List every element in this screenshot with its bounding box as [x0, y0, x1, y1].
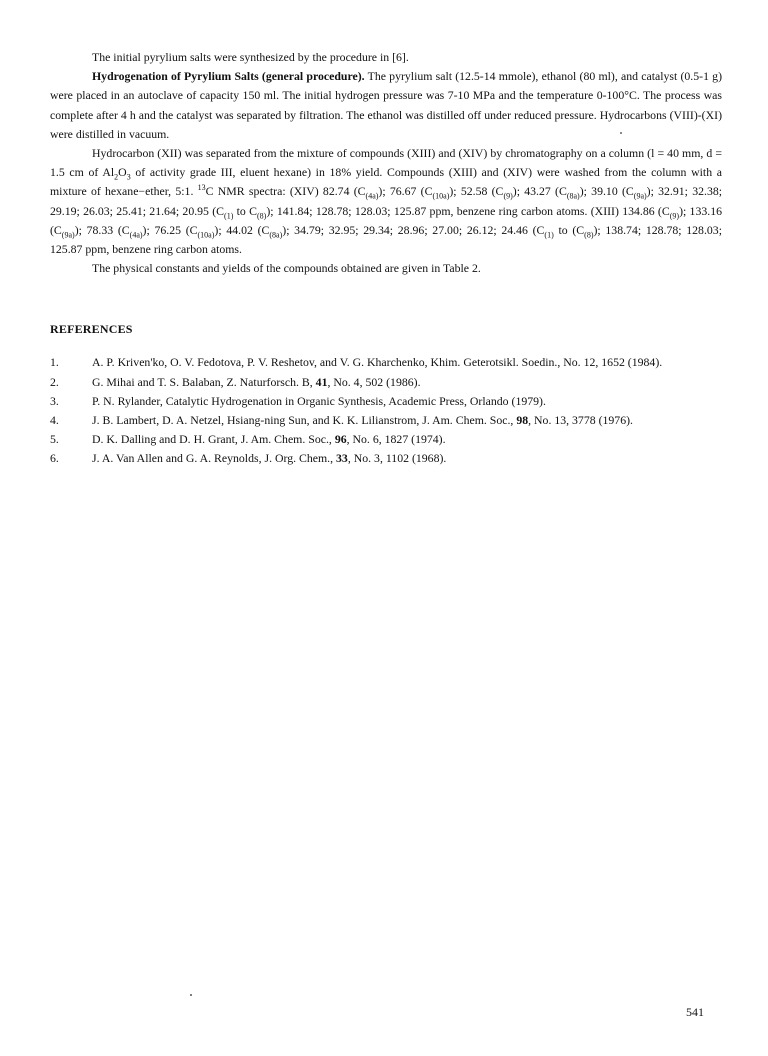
nmr-text-9: ); 32.91; 32.38; 29.19; 26.03; 25.41; 21.64; 20.95 (C — [50, 184, 723, 218]
subscript: (8) — [584, 230, 594, 240]
reference-text-post: , No. 13, 3778 (1976). — [528, 413, 633, 428]
subscript: (8) — [257, 210, 267, 220]
reference-number: 3. — [50, 393, 59, 408]
nmr-text-7: ); 43.27 (C — [512, 184, 567, 199]
references-list — [50, 353, 722, 468]
reference-text — [92, 430, 722, 449]
nmr-text-1: Hydrocarbon (XII) was separated from the mixture of compounds (XIII) and (XIV) by chromatography on a column (l = 40 mm, d = 1.5 cm of Al — [50, 146, 722, 180]
nmr-text-14: ); 76.25 (C — [142, 222, 198, 237]
reference-number: 1. — [50, 355, 59, 370]
paragraph-initial-salts: The initial pyrylium salts were synthesized by the procedure in [6]. — [92, 50, 409, 64]
reference-item — [50, 411, 722, 430]
reference-number: 2. — [50, 374, 59, 389]
nmr-text-12: ); 133.16 (C — [50, 203, 722, 237]
subscript: 3 — [126, 172, 131, 182]
reference-volume: 41 — [315, 374, 328, 389]
scan-speck — [190, 994, 192, 996]
nmr-text-10: to C — [233, 203, 257, 218]
subscript: (8a) — [566, 191, 580, 201]
subscript: (4a) — [129, 230, 143, 240]
nmr-text-15: ); 44.02 (C — [214, 222, 270, 237]
reference-text-post: , No. 3, 1102 (1968). — [347, 451, 447, 466]
reference-text — [92, 373, 722, 392]
paragraph-physical-constants: The physical constants and yields of the compounds obtained are given in Table 2. — [92, 261, 481, 276]
reference-text: P. N. Rylander, Catalytic Hydrogenation in Organic Synthesis, Academic Press, Orlando (1979). — [92, 393, 546, 408]
subscript: (9) — [503, 191, 513, 201]
reference-number: 4. — [50, 413, 59, 428]
subscript: (8a) — [269, 230, 283, 240]
subscript: (1) — [224, 210, 234, 220]
reference-text: A. P. Kriven'ko, O. V. Fedotova, P. V. Reshetov, and V. G. Kharchenko, Khim. Geterotsikl. Soedin., No. 12, 1652 (1984). — [92, 355, 663, 370]
subscript: (9a) — [633, 191, 647, 201]
superscript: 13 — [197, 183, 206, 193]
reference-text-post: , No. 4, 502 (1986). — [327, 374, 421, 389]
reference-text-pre: J. A. Van Allen and G. A. Reynolds, J. Org. Chem., — [92, 451, 337, 466]
reference-text-post: , No. 6, 1827 (1974). — [346, 432, 446, 447]
page-number: 541 — [686, 1005, 704, 1019]
subscript: (9a) — [61, 230, 75, 240]
scan-speck — [620, 132, 622, 134]
reference-volume: 96 — [334, 432, 347, 447]
subscript: (9) — [669, 210, 680, 220]
reference-number: 5. — [50, 432, 59, 447]
nmr-text-3: of activity grade III, eluent hexane) in 18% yield. Compounds (XIII) and (XIV) were washed from the column with a mixture of hexane−ether, 5:1. — [50, 165, 722, 199]
reference-text-pre: J. B. Lambert, D. A. Netzel, Hsiang-ning Sun, and K. K. Lilianstrom, J. Am. Chem. Soc., — [92, 413, 517, 428]
procedure-body: The pyrylium salt (12.5-14 mmole), ethanol (80 ml), and catalyst (0.5-1 g) were placed in an autoclave of capacity 150 ml. The initial hydrogen pressure was 7-10 MPa and the temperature 0-100°C. The process was complete after 4 h and the catalyst was separated by filtration. The ethanol was distilled off under reduced pressure. Hydrocarbons (VIII)-(XI) were distilled in vacuum. — [50, 69, 723, 141]
document-body — [50, 48, 722, 469]
reference-item — [50, 392, 722, 411]
nmr-text-13: ); 78.33 (C — [74, 222, 130, 237]
paragraph-chromatography-nmr — [50, 144, 722, 259]
procedure-heading: Hydrogenation of Pyrylium Salts (general procedure). — [92, 69, 365, 84]
nmr-text-8: ); 39.10 (C — [579, 184, 634, 199]
nmr-text-2: O — [118, 165, 127, 180]
reference-text — [92, 411, 722, 430]
subscript: (10a) — [197, 230, 215, 240]
reference-item — [50, 430, 722, 449]
nmr-text-6: ); 52.58 (C — [449, 184, 504, 199]
reference-text — [92, 449, 722, 468]
nmr-text-4: C NMR spectra: (XIV) 82.74 (C — [205, 184, 366, 199]
references-heading: REFERENCES — [50, 322, 133, 337]
subscript: 2 — [114, 172, 119, 182]
reference-volume: 98 — [516, 413, 529, 428]
nmr-text-17: to (C — [553, 222, 585, 237]
reference-text-pre: G. Mihai and T. S. Balaban, Z. Naturforsch. B, — [92, 374, 316, 389]
reference-number: 6. — [50, 451, 59, 466]
nmr-text-5: ); 76.67 (C — [378, 184, 433, 199]
nmr-text-16: ); 34.79; 32.95; 29.34; 28.96; 27.00; 26.12; 24.46 (C — [282, 222, 545, 237]
reference-item — [50, 449, 722, 468]
reference-volume: 33 — [336, 451, 348, 466]
nmr-text-18: ); 138.74; 128.78; 128.03; 125.87 ppm, benzene ring carbon atoms. — [50, 222, 722, 257]
reference-item — [50, 373, 722, 392]
reference-item — [50, 353, 722, 372]
subscript: (4a) — [365, 191, 379, 201]
subscript: (10a) — [432, 191, 450, 201]
reference-text-pre: D. K. Dalling and D. H. Grant, J. Am. Chem. Soc., — [92, 432, 335, 447]
nmr-text-11: ); 141.84; 128.78; 128.03; 125.87 ppm, benzene ring carbon atoms. (XIII) 134.86 (C — [266, 203, 670, 218]
subscript: (1) — [544, 230, 554, 240]
